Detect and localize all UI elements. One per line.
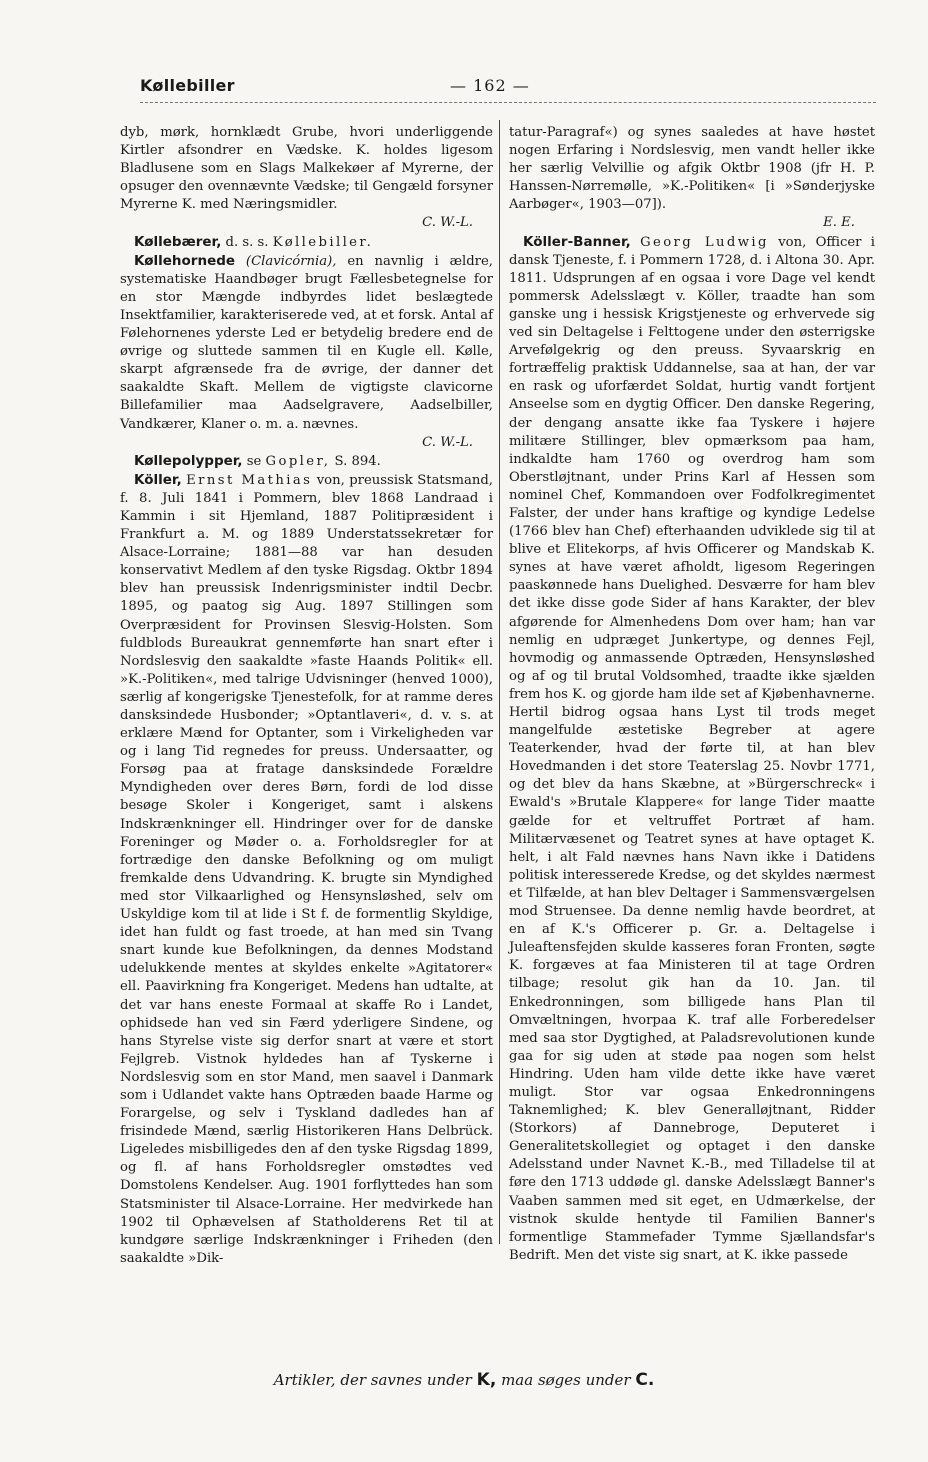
letter-c: C. [635,1370,655,1390]
author-signature: C. W.-L. [422,434,473,450]
entry-kollepolypper: Køllepolypper, se Gopler, S. 894. [134,452,381,469]
person-name: Georg Ludwig [640,234,769,250]
entry-kollehornede: Køllehornede (Clavicórnia), en navnlig i ældre, systematiske Haandbøger brugt Fællesbetegnelse for en stor Mængde indbyrdes lidet beslægtede Insektfamilier, karakteriserede ved, at et forsk. Antal af Følehornenes yderste Led er betydelig bredere end de øvrige og sluttede sammen til en Kugle ell. Kølle, skarpt afgrænsede fra de øvrige, der danner det saakaldte Skaft. Mellem de vigtigste clavicorne Billefamilier maa Aadselgravere, Aadselbiller, Vandkærer, Klaner o. m. a. nævnes. [120,252,493,432]
cross-reference: Gopler, [265,453,331,469]
page-header [140,76,880,100]
page-number: — 162 — [450,76,530,95]
author-signature: C. W.-L. [422,215,473,231]
entry-kollebaerer: Køllebærer, d. s. s. Køllebiller. [134,233,374,250]
entry-headword: Køllebærer, [134,233,222,250]
header-rule [140,102,876,103]
continued-paragraph: dyb, mørk, hornklædt Grube, hvori underliggende Kirtler afsondrer en Vædske. K. holdes ligesom Bladlusene som en Slags Malkekøer af Myrerne, der opsuger den ovennævnte Vædske; til Gengæld forsyner Myrerne K. med Næringsmidler. [120,125,493,213]
person-name: Ernst Mathias [186,472,313,488]
column-divider [499,120,500,1244]
author-signature: E. E. [823,215,855,231]
cross-reference: Køllebiller. [272,234,374,250]
letter-k: K, [476,1370,497,1390]
left-column [120,124,493,1268]
right-column [509,124,875,1265]
running-head: Køllebiller [140,76,235,95]
entry-headword: Köller, [134,471,182,488]
page-footer: Artikler, der savnes under K, maa søges under C. [273,1370,655,1390]
entry-koller-ernst: Köller, Ernst Mathias von, preussisk Statsmand, f. 8. Juli 1841 i Pommern, blev 1868 Landraad i Kammin i sit Hjemland, 1887 Politipræsident i Frankfurt a. M. og 1889 Understatssekretær for Alsace-Lorraine; 1881—88 var han desuden konservativt Medlem af den tyske Rigsdag. Oktbr 1894 blev han preussisk Indenrigsminister indtil Decbr. 1895, og paatog sig Aug. 1897 Stillingen som Overpræsident for Provinsen Slesvig-Holsten. Som fuldblods Bureaukrat gennemførte han snart efter i Nordslesvig den saakaldte »faste Haands Politik« ell. »K.-Politiken«, med talrige Udvisninger (henved 1000), særlig af kongerigske Tjenestefolk, for at ramme deres dansksindede Husbonder; »Optantlaveri«, d. v. s. at erklære Mænd for Optanter, som i Virkeligheden var og i lang Tid regnedes for preuss. Undersaatter, og Forsøg paa at fratage dansksindede Forældre Myndigheden over deres Børn, fordi de lod disse besøge Skoler i Kongeriget, samt i alskens Indskrænkninger ell. Hindringer over for de danske Foreninger og Møder o. a. Forholdsregler for at fortrædige den danske Befolkning og om muligt fremkalde dens Udvandring. K. brugte sin Myndighed med stor Vilkaarlighed og Hensynsløshed, selv om Uskyldige kom til at lide i St f. de formentlig Skyldige, idet han fuldt og fast troede, at han med sin Tvang snart kunde kue Befolkningen, da dennes Modstand udelukkende mentes at skyldes enkelte »Agitatorer« ell. Paavirkning fra Kongeriget. Medens han udtalte, at det var hans eneste Formaal at skaffe Ro i Landet, ophidsede han ved sin Færd yderligere Sindene, og hans Styrelse viste sig derfor snart at være et stort Fejlgreb. Vistnok hyldedes han af Tyskerne i Nordslesvig som en stor Mand, men saavel i Danmark som i Udlandet vakte hans Optræden baade Harme og Forargelse, og selv i Tyskland dadledes han af frisindede Mænd, særlig Historikeren Hans Delbrück. Ligeledes misbilligedes den af den tyske Rigsdag 1899, og fl. af hans Forholdsregler omstødtes ved Domstolens Kendelser. Aug. 1901 forflyttedes han som Statsminister til Alsace-Lorraine. Her medvirkede han 1902 til Ophævelsen af Statholderens Ret til at kundgøre særlige Indskrænkninger i Friheden (den saakaldte »Dik- [120,471,493,1266]
entry-headword: Köller-Banner, [523,233,631,250]
entry-headword: Køllehornede [134,252,236,269]
entry-headword: Køllepolypper, [134,452,243,469]
continued-paragraph: tatur-Paragraf«) og synes saaledes at have høstet nogen Erfaring i Nordslesvig, men vandt heller ikke her særlig Velvillie og afgik Oktbr 1908 (jfr H. P. Hanssen-Nørremølle, »K.-Politiken« [i »Sønderjyske Aarbøger«, 1903—07]). [509,125,875,213]
latin-name: (Clavicórnia), [245,253,337,269]
entry-koller-banner: Köller-Banner, Georg Ludwig von, Officer i dansk Tjeneste, f. i Pommern 1728, d. i Altona 30. Apr. 1811. Udsprungen af en ogsaa i vore Dage vel kendt pommersk Adelsslægt v. Köller, traadte han som ganske ung i hessisk Krigstjeneste og erhvervede sig ved sin Deltagelse i Felttogene under den østerrigske Arvefølgekrig og den preuss. Syvaarskrig en fortræffelig praktisk Uddannelse, saa at han, der var en rask og uforfærdet Soldat, hurtig vandt fortjent Anseelse som en dygtig Officer. Den danske Regering, der dengang ansatte ikke faa Tyskere i højere militære Stillinger, blev opmærksom paa ham, indkaldte ham 1760 og overdrog ham som Oberstløjtnant, under Prins Karl af Hessen som nominel Chef, Kommandoen over Fodfolkregimentet Falster, der under hans kraftige og kyndige Ledelse (1766 blev han Chef) efterhaanden udviklede sig til at blive et Elitekorps, af hvis Officerer og Mandskab K. synes at have været afholdt, ligesom Regeringen paaskønnede hans Duelighed. Desværre for ham blev det ikke disse gode Sider af hans Karakter, der blev afgørende for Almenhedens Dom over ham; han var nemlig en udpræget Junkertype, og dennes Fejl, hovmodig og anmassende Optræden, Hensynsløshed og af og til brutal Voldsomhed, traadte ikke sjælden frem hos K. og gjorde ham ilde set af Kjøbenhavnerne. Hertil bidrog ogsaa hans Lyst til trods meget mangelfulde æstetiske Begreber at agere Teaterkender, hvad der førte til, at han blev Hovedmanden i det store Teaterslag 25. Novbr 1771, og det blev da hans Skæbne, at »Bürgerschreck« i Ewald's »Brutale Klappere« for lange Tider maatte gælde for et veltruffet Portræt af ham. Militærvæsenet og Teatret synes at have optaget K. helt, i alt Fald nævnes hans Navn ikke i Datidens politisk interesserede Kredse, og det skyldes nærmest et Tilfælde, at han blev Deltager i Sammensværgelsen mod Struensee. Da denne nemlig havde beordret, at en af K.'s Officerer p. Gr. a. Deltagelse i Juleaftensfejden skulde kasseres foran Fronten, søgte K. forgæves at faa Ministeren til at tage Ordren tilbage; resolut gik han da 10. Jan. til Enkedronningen, som billigede hans Plan til Omvæltningen, hvorpaa K. traf alle Forberedelser med saa stor Dygtighed, at Paladsrevolutionen kunde gaa for sig uden at støde paa nogen som helst Hindring. Uden ham vilde dette ikke have været muligt. Stor var ogsaa Enkedronningens Taknemlighed; K. blev Generalløjtnant, Ridder (Storkors) af Dannebroge, Deputeret i Generalitetskollegiet og optaget i den danske Adelsstand under Navnet K.-B., med Tilladelse til at føre den 1713 uddøde gl. danske Adelsslægt Banner's Vaaben sammen med sit eget, en Udmærkelse, der vistnok skulde hentyde til Familien Banner's formentlige Stammefader Tymme Sjællandsfar's Bedrift. Men det viste sig snart, at K. ikke passede [509,233,875,1263]
